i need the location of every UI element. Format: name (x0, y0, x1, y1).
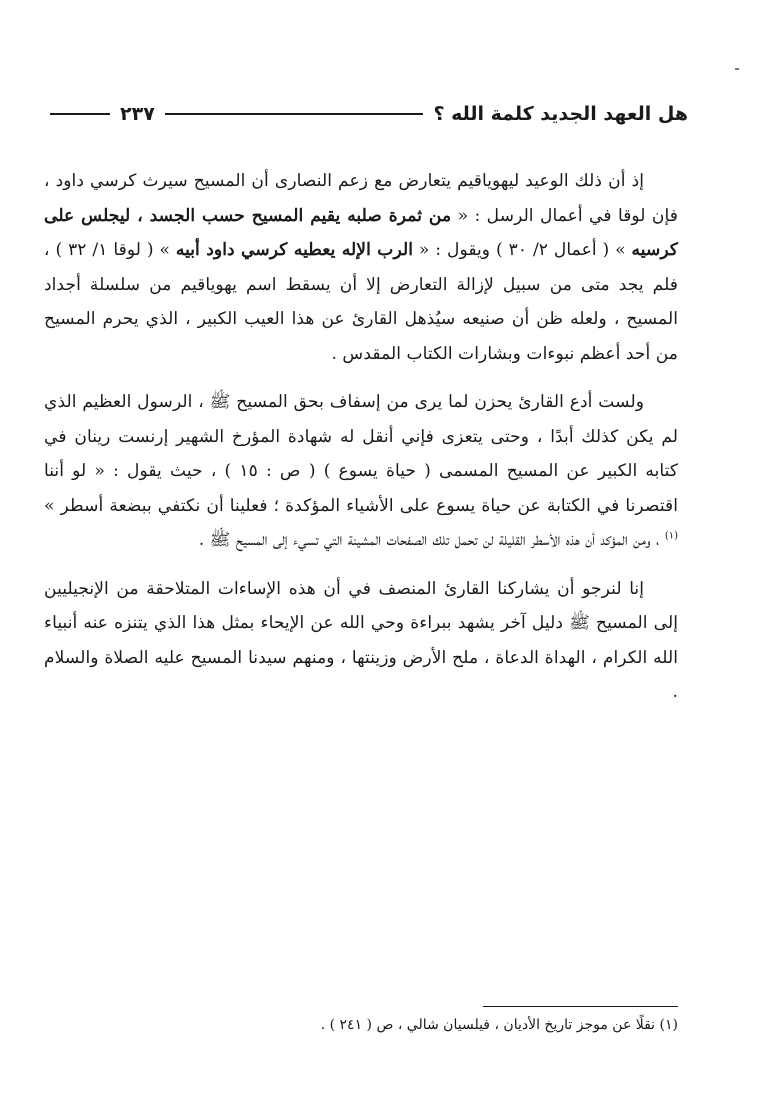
paragraph-1 (44, 164, 678, 371)
running-header (40, 96, 688, 132)
paragraph-3-text: إنا لنرجو أن يشاركنا القارئ المنصف في أن هذه الإساءات المتلاحقة من الإنجيليين إلى المسيح ﷺ دليل آخر يشهد ببراءة وحي الله عن الإيحاء بمثل هذا الذي يتنزه عنه أنبياء الله الكرام ، الهداة الدعاة ، ملح الأرض وزينتها ، ومنهم سيدنا المسيح عليه الصلاة والسلام . (44, 578, 678, 702)
paragraph-2 (44, 385, 678, 558)
quote-acts: من ثمرة صلبه يقيم المسيح حسب الجسد ، ليجلس على كرسيه (44, 205, 679, 260)
footnote: (١) نقلًا عن موجز تاريخ الأديان ، فيلسيان شالي ، ص ( ٢٤١ ) . (320, 1017, 678, 1033)
paragraph-2-text-b: ، ومن المؤكد أن هذه الأسطر القليلة لن تحمل تلك الصفحات المشينة التي تسيء إلى المسيح ﷺ . (198, 530, 665, 550)
paragraph-1-text-c: » ( أعمال ٢/ ٣٠ ) ويقول : « (412, 240, 632, 260)
paragraph-1-text-a: إذ أن ذلك الوعيد ليهوياقيم يتعارض مع زعم النصارى أن المسيح سيرث كرسي داود ، فإن لوقا في أعمال الرسل : « (44, 171, 678, 226)
quote-luke: الرب الإله يعطيه كرسي داود أبيه (175, 240, 413, 260)
paragraph-3 (44, 572, 678, 710)
page-number: ٢٣٧ (120, 103, 155, 125)
body-text (44, 164, 678, 724)
paragraph-1-text-e: » ( لوقا ١/ ٣٢ ) ، فلم يجد متى من سبيل لإزالة التعارض إلا أن يسقط اسم يهوياقيم من سلسلة أجداد المسيح ، ولعله ظن أن صنيعه سيُذهل القارئ عن هذا العيب الكبير ، الذي يحرم المسيح من أحد أعظم نبوءات وبشارات الكتاب المقدس . (44, 240, 678, 364)
scan-mark (735, 68, 739, 70)
header-rule-long (165, 113, 424, 115)
header-title: هل العهد الجديد كلمة الله ؟ (433, 103, 688, 125)
header-rule-short (50, 113, 110, 115)
footnote-divider (483, 1006, 678, 1007)
paragraph-2-text-a: ولست أدع القارئ يحزن لما يرى من إسفاف بحق المسيح ﷺ ، الرسول العظيم الذي لم يكن كذلك أبدًا ، وحتى يتعزى فإني أنقل له شهادة المؤرخ الشهير إرنست رينان في كتابه الكبير عن المسيح المسمى ( حياة يسوع ) ( ص : ١٥ ) ، حيث يقول : « لو أننا اقتصرنا في الكتابة عن حياة يسوع على الأشياء المؤكدة ؛ فعلينا أن نكتفي ببضعة أسطر » (44, 392, 678, 516)
footnote-ref: (١) (664, 530, 678, 542)
